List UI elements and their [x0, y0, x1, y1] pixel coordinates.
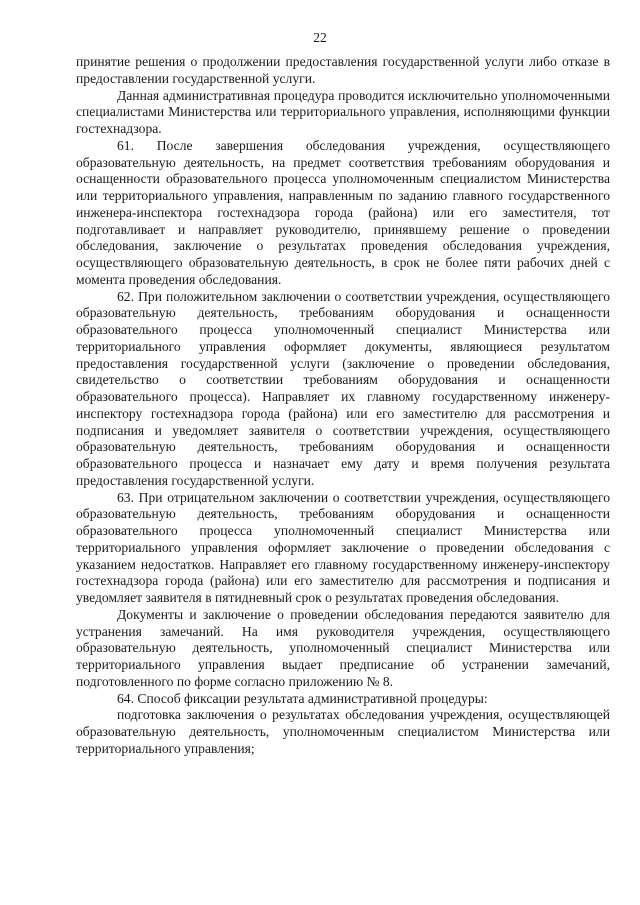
- paragraph-62: 62. При положительном заключении о соответствии учреждения, осуществляющего образовательную деятельность, требованиям оборудования и оснащенности образовательного процесса уполномоченный специалист Министерства или территориального управления оформляет документы, являющиеся результатом предоставления государственной услуги (заключение о проведении обследования, свидетельство о соответствии требованиям оборудования и оснащенности образовательного процесса). Направляет их главному государственному инженеру-инспектору гостехнадзора города (района) или его заместителю для рассмотрения и подписания и уведомляет заявителя о соответствии учреждения, осуществляющего образовательную деятельность, требованиям оборудования и оснащенности образовательного процесса и назначает ему дату и время получения результата предоставления государственной услуги.: [76, 288, 610, 488]
- paragraph-63: 63. При отрицательном заключении о соответствии учреждения, осуществляющего образовательную деятельность, требованиям оборудования и оснащенности образовательного процесса уполномоченный специалист Министерства или территориального управления оформляет заключение о проведении обследования с указанием недостатков. Направляет его главному государственному инженеру-инспектору гостехнадзора города (района) или его заместителю для рассмотрения и подписания и уведомляет заявителя в пятидневный срок о результатах проведения обследования.: [76, 489, 610, 605]
- page-number: 22: [313, 30, 327, 45]
- paragraph-continuation: принятие решения о продолжении предоставления государственной услуги либо отказе в предоставлении государственной услуги.: [76, 54, 610, 86]
- paragraph-procedure-scope: Данная административная процедура проводится исключительно уполномоченными специалистами Министерства или территориального управления, исполняющими функции гостехнадзора.: [76, 87, 610, 136]
- paragraph-64-item: подготовка заключения о результатах обследования учреждения, осуществляющей образовательную деятельность, уполномоченным специалистом Министерства или территориального управления;: [76, 707, 610, 756]
- document-body: [76, 54, 610, 758]
- paragraph-64: 64. Способ фиксации результата административной процедуры:: [117, 690, 488, 706]
- paragraph-61: 61. После завершения обследования учреждения, осуществляющего образовательную деятельность, на предмет соответствия требованиям оборудования и оснащенности образовательного процесса уполномоченным специалистом Министерства или территориального управления, направленным по заданию главного государственного инженера-инспектора гостехнадзора города (района) или его заместителя, тот подготавливает и направляет руководителю, принявшему решение о проведении обследования, заключение о результатах проведения обследования учреждения, осуществляющего образовательную деятельность, в срок не более пяти рабочих дней с момента проведения обследования.: [76, 137, 610, 287]
- paragraph-documents-transfer: Документы и заключение о проведении обследования передаются заявителю для устранения замечаний. На имя руководителя учреждения, осуществляющего образовательную деятельность, уполномоченный специалист Министерства или территориального управления выдает предписание об устранении замечаний, подготовленного по форме согласно приложению № 8.: [76, 606, 610, 689]
